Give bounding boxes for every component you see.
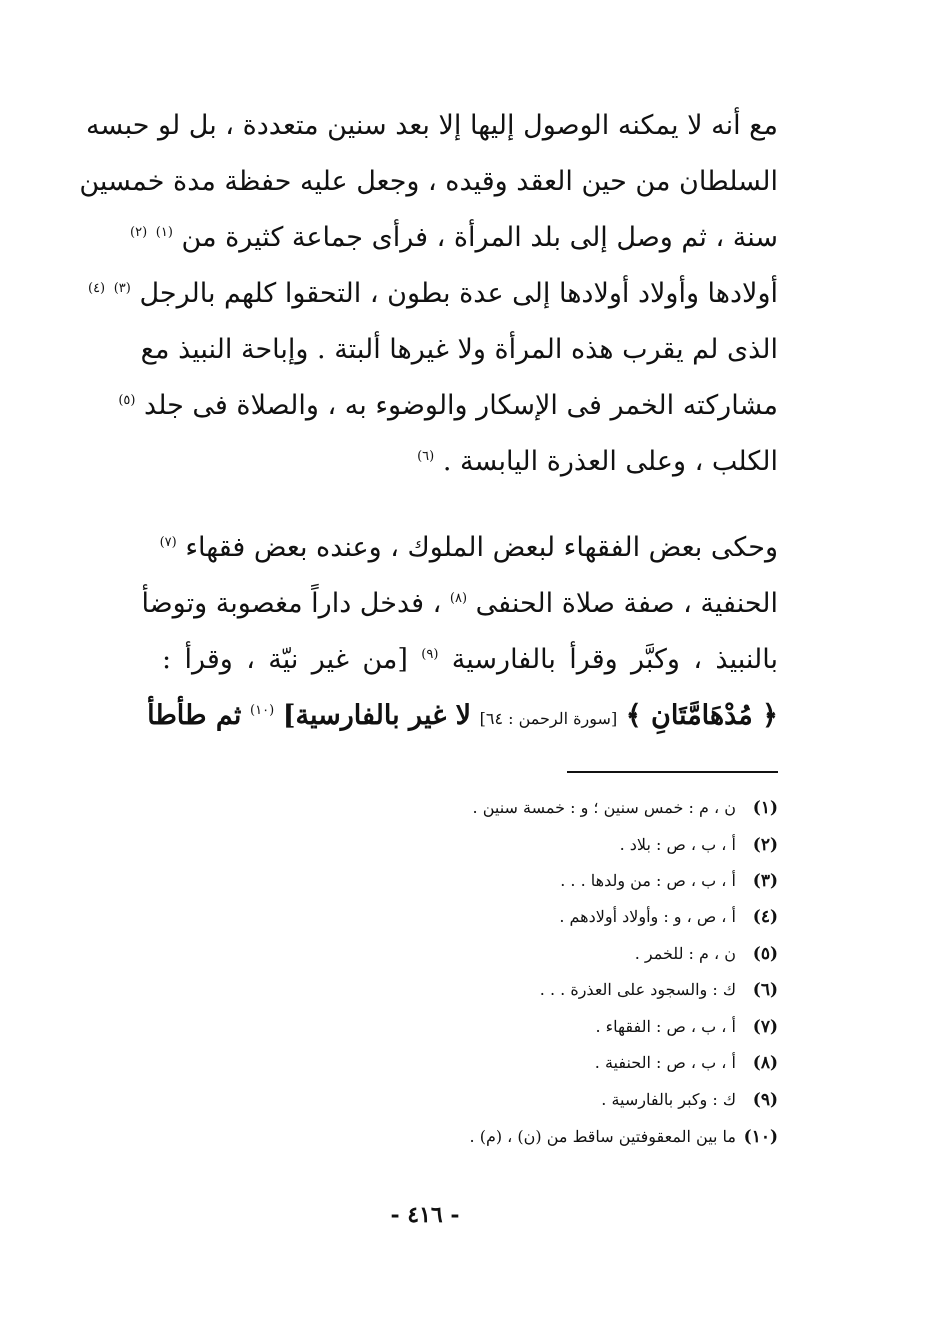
footnote-number: (٦) xyxy=(752,980,778,1000)
footnote xyxy=(162,1048,778,1078)
footnote-number: (٣) xyxy=(752,871,778,891)
footnote-number: (٧) xyxy=(752,1017,778,1037)
body-line-text: الذى لم يقرب هذه المرأة ولا غيرها ألبتة . وإباحة النبيذ مع xyxy=(140,334,778,365)
footnote-text: ما بين المعقوفتين ساقط من (ن) ، (م) . xyxy=(469,1127,736,1146)
footnote-ref: (٩) xyxy=(421,647,439,662)
footnote-ref: (٧) xyxy=(159,535,177,550)
body-line-text: [من غير نيّة ، وقرأ : xyxy=(162,644,408,675)
footnote-ref: (٥) xyxy=(118,393,136,408)
footnote-ref: (١) xyxy=(155,225,173,240)
footnote xyxy=(162,793,778,823)
footnote-text: أ ، ب ، ص : بلاد . xyxy=(619,835,736,854)
quran-verse: ﴿ مُدْهَامَّتَانِ ﴾ xyxy=(625,700,778,731)
body-line-text: الكلب ، وعلى العذرة اليابسة . xyxy=(442,446,778,477)
footnote xyxy=(162,866,778,896)
footnote-text: أ ، ب ، ص : الحنفية . xyxy=(594,1053,736,1072)
body-line xyxy=(147,696,778,739)
body-line xyxy=(130,218,778,258)
footnote-text: ك : وكبر بالفارسية . xyxy=(601,1090,736,1109)
footnote xyxy=(162,1122,778,1152)
footnote-number: (١) xyxy=(752,798,778,818)
footnote-ref: (١٠) xyxy=(250,703,275,718)
body-line-text: ثم طأطأ xyxy=(147,700,242,731)
footnote-number: (١٠) xyxy=(743,1127,778,1147)
body-line-text: ، فدخل داراً مغصوبة وتوضأ xyxy=(141,588,442,619)
page-number: - ٤١٦ - xyxy=(390,1202,460,1228)
body-line xyxy=(79,162,778,202)
body-line-text: سنة ، ثم وصل إلى بلد المرأة ، فرأى جماعة كثيرة من xyxy=(181,222,778,253)
body-line xyxy=(141,584,778,624)
footnote-ref: (٢) xyxy=(130,225,148,240)
footnote xyxy=(162,1012,778,1042)
footnote-ref: (٦) xyxy=(417,449,435,464)
footnote-text: أ ، ب ، ص : الفقهاء . xyxy=(595,1017,736,1036)
body-line-text: مع أنه لا يمكنه الوصول إليها إلا بعد سنين متعددة ، بل لو حبسه xyxy=(86,110,778,141)
footnote-text: ن ، م : خمس سنين ؛ و : خمسة سنين . xyxy=(472,798,736,817)
body-line xyxy=(118,386,778,426)
footnote xyxy=(162,902,778,932)
footnote xyxy=(162,830,778,860)
body-line-text: الحنفية ، صفة صلاة الحنفى xyxy=(475,588,778,619)
body-line-text: لا غير بالفارسية] xyxy=(282,700,472,731)
body-line-text: مشاركته الخمر فى الإسكار والوضوء به ، والصلاة فى جلد xyxy=(144,390,778,421)
footnote-separator xyxy=(567,771,778,773)
footnote xyxy=(162,939,778,969)
body-line xyxy=(140,330,778,370)
verse-citation: [سورة الرحمن : ٦٤] xyxy=(479,709,618,728)
footnote-text: أ ، ص ، و : وأولاد أولادهم . xyxy=(559,907,736,926)
footnote-number: (٩) xyxy=(752,1090,778,1110)
footnote-number: (٢) xyxy=(752,835,778,855)
footnote-text: ك : والسجود على العذرة . . . xyxy=(539,980,736,999)
body-line-text: بالنبيذ ، وكبَّر وقرأ بالفارسية xyxy=(451,644,778,675)
footnote-ref: (٨) xyxy=(449,591,468,606)
body-line xyxy=(86,106,778,146)
footnote-number: (٥) xyxy=(752,944,778,964)
body-line xyxy=(159,528,778,568)
footnote-number: (٨) xyxy=(752,1053,778,1073)
body-line-text: وحكى بعض الفقهاء لبعض الملوك ، وعنده بعض فقهاء xyxy=(185,532,778,563)
footnote-text: أ ، ب ، ص : من ولدها . . . xyxy=(560,871,736,890)
body-line-text: أولادها وأولاد أولادها إلى عدة بطون ، التحقوا كلهم بالرجل xyxy=(139,278,778,309)
footnote-text: ن ، م : للخمر . xyxy=(634,944,736,963)
body-line-text: السلطان من حين العقد وقيده ، وجعل عليه حفظة مدة خمسين xyxy=(79,166,778,197)
footnote-number: (٤) xyxy=(752,907,778,927)
footnote-ref: (٣) xyxy=(113,281,131,296)
body-line xyxy=(162,442,778,482)
footnote-ref: (٤) xyxy=(87,281,106,296)
footnote xyxy=(162,975,778,1005)
footnote xyxy=(162,1085,778,1115)
body-line xyxy=(162,640,778,680)
body-line xyxy=(87,274,778,314)
